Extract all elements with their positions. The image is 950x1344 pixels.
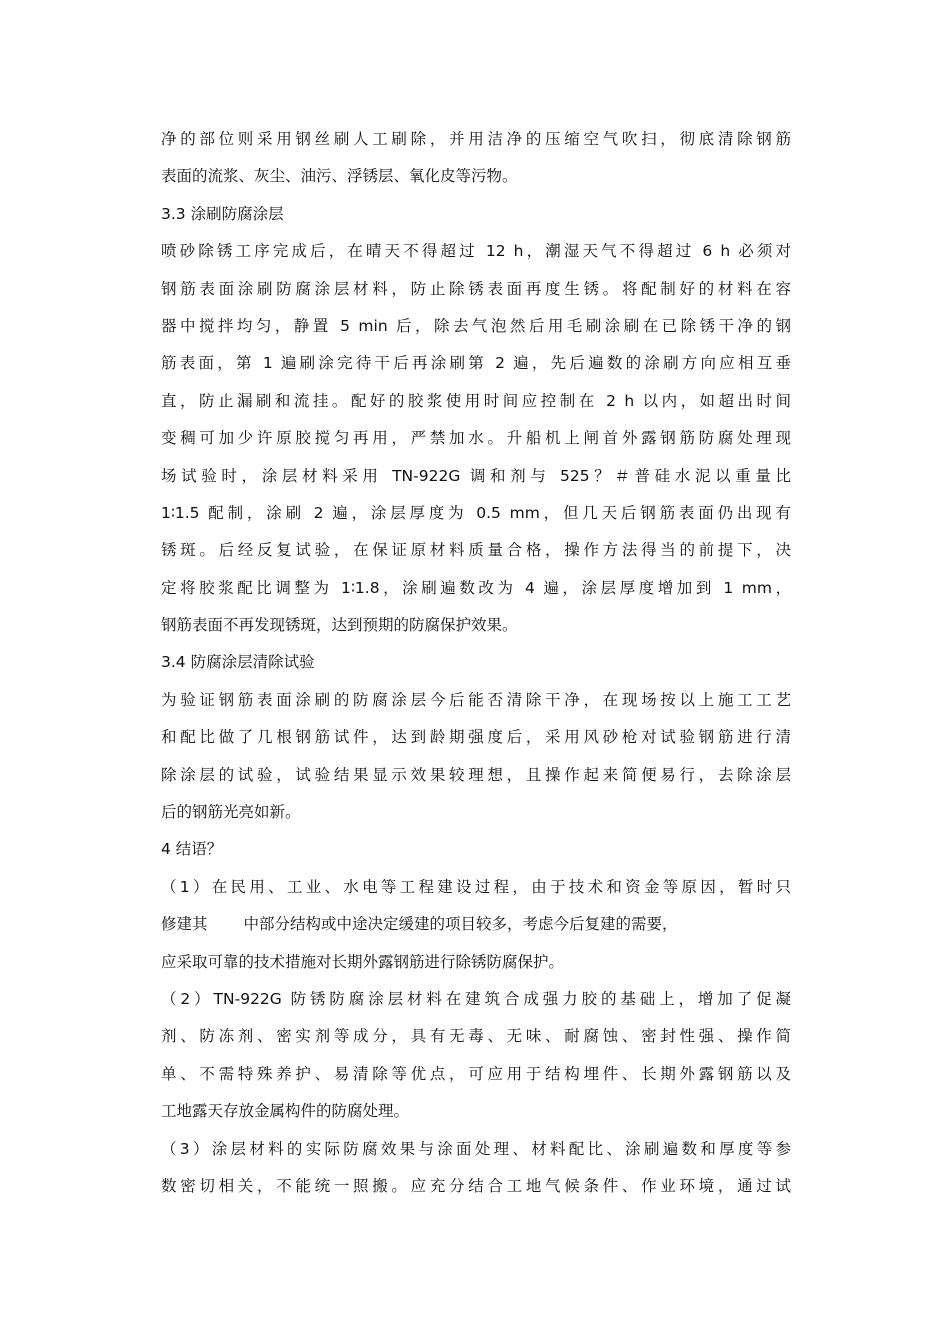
body-line: 1∶1.5 配制，涂刷 2 遍，涂层厚度为 0.5 mm，但几天后钢筋表面仍出现有	[161, 503, 791, 522]
section-heading: 3.4 防腐涂层清除试验	[161, 653, 315, 672]
body-line: 工地露天存放金属构件的防腐处理。	[161, 1102, 410, 1121]
body-line: 净的部位则采用钢丝刷人工刷除，并用洁净的压缩空气吹扫，彻底清除钢筋	[161, 130, 791, 148]
body-line: 除涂层的试验，试验结果显示效果较理想，且操作起来简便易行，去除涂层	[161, 765, 791, 784]
document-body	[161, 121, 791, 1205]
body-line: 单、不需特殊养护、易清除等优点，可应用于结构埋件、长期外露钢筋以及	[161, 1064, 791, 1083]
section-heading: 3.3 涂刷防腐涂层	[161, 204, 284, 223]
body-line: 剂、防冻剂、密实剂等成分，具有无毒、无味、耐腐蚀、密封性强、操作简	[161, 1027, 791, 1046]
body-line: 表面的流浆、灰尘、油污、浮锈层、氧化皮等污物。	[161, 167, 518, 186]
body-line: （3）涂层材料的实际防腐效果与涂面处理、材料配比、涂刷遍数和厚度等参	[161, 1139, 791, 1158]
body-line-end: 中部分结构或中途决定缓建的项目较多，考虑今后复建的需要，	[243, 915, 678, 934]
body-line: 喷砂除锈工序完成后，在晴天不得超过 12 h，潮湿天气不得超过 6 h 必须对	[161, 242, 791, 261]
body-line: （2）TN-922G 防锈防腐涂层材料在建筑合成强力胶的基础上，增加了促凝	[161, 989, 791, 1008]
body-line: 为验证钢筋表面涂刷的防腐涂层今后能否清除干净，在现场按以上施工工艺	[161, 690, 791, 709]
body-line	[161, 906, 791, 943]
body-line: 直，防止漏刷和流挂。配好的胶浆使用时间应控制在 2 h 以内，如超出时间	[161, 391, 791, 410]
body-line: （1）在民用、工业、水电等工程建设过程，由于技术和资金等原因，暂时只	[161, 877, 791, 896]
body-line: 钢筋表面涂刷防腐涂层材料，防止除锈表面再度生锈。将配制好的材料在容	[161, 279, 791, 298]
body-line: 数密切相关，不能统一照搬。应充分结合工地气候条件、作业环境，通过试	[161, 1176, 791, 1195]
body-line: 和配比做了几根钢筋试件，达到龄期强度后，采用风砂枪对试验钢筋进行清	[161, 728, 791, 747]
body-line: 器中搅拌均匀，静置 5 min 后，除去气泡然后用毛刷涂刷在已除锈干净的钢	[161, 316, 791, 335]
body-line: 定将胶浆配比调整为 1∶1.8，涂刷遍数改为 4 遍，涂层厚度增加到 1 mm，	[161, 578, 791, 597]
body-line: 场试验时，涂层材料采用 TN-922G 调和剂与 525？＃普硅水泥以重量比	[161, 466, 791, 485]
body-line: 后的钢筋光亮如新。	[161, 803, 301, 822]
body-line: 锈斑。后经反复试验，在保证原材料质量合格，操作方法得当的前提下，决	[161, 541, 791, 560]
section-heading: 4 结语？	[161, 840, 223, 859]
body-line: 应采取可靠的技术措施对长期外露钢筋进行除锈防腐保护。	[161, 952, 565, 971]
body-line: 变稠可加少许原胶搅匀再用，严禁加水。升船机上闸首外露钢筋防腐处理现	[161, 429, 791, 448]
body-line: 钢筋表面不再发现锈斑，达到预期的防腐保护效果。	[161, 616, 518, 635]
body-line-start: 修建其	[161, 915, 208, 934]
body-line: 筋表面，第 1 遍刷涂完待干后再涂刷第 2 遍，先后遍数的涂刷方向应相互垂	[161, 354, 791, 373]
